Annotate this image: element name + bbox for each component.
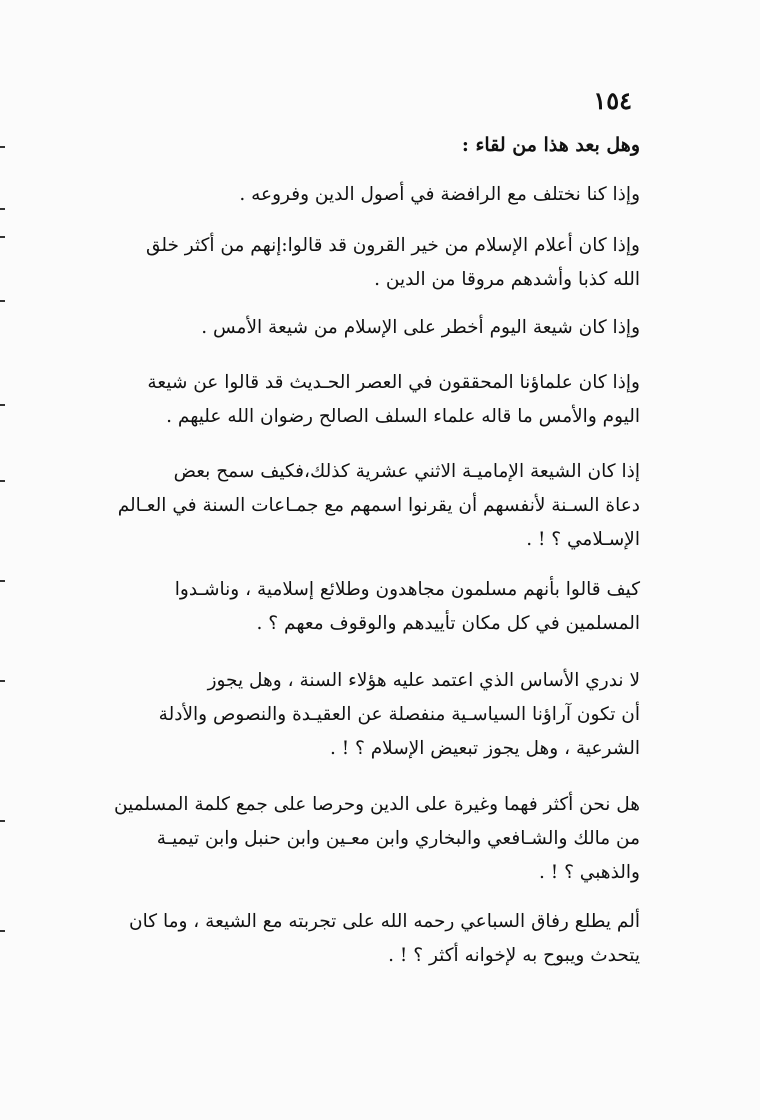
paragraph-line: اليوم والأمس ما قاله علماء السلف الصالح رضوان الله عليهم . [166, 406, 640, 427]
scan-margin-mark [0, 480, 5, 482]
paragraph-4 [100, 366, 640, 434]
paragraph-line: وإذا كنا نختلف مع الرافضة في أصول الدين وفروعه . [239, 184, 640, 205]
paragraph-7 [100, 664, 640, 766]
scan-margin-mark [0, 146, 5, 148]
paragraph-line: أن تكون آراؤنا السياسـية منفصلة عن العقيـدة والنصوص والأدلة [158, 704, 640, 725]
scan-margin-mark [0, 930, 5, 932]
paragraph-5 [100, 455, 640, 557]
paragraph-line: يتحدث ويبوح به لإخوانه أكثر ؟ ! . [388, 945, 640, 966]
paragraph-line: وإذا كان علماؤنا المحققون في العصر الحـديث قد قالوا عن شيعة [147, 372, 640, 393]
paragraph-2 [100, 229, 640, 297]
paragraph-line: والذهبي ؟ ! . [539, 862, 640, 883]
page-number: ١٥٤ [593, 86, 632, 115]
scan-margin-mark [0, 404, 5, 406]
paragraph-line: الله كذبا وأشدهم مروقا من الدين . [374, 269, 640, 290]
paragraph-line: ألم يطلع رفاق السباعي رحمه الله على تجربته مع الشيعة ، وما كان [129, 911, 640, 932]
paragraph-line: وإذا كان أعلام الإسلام من خير القرون قد قالوا:إنهم من أكثر خلق [145, 235, 640, 256]
paragraph-line: هل نحن أكثر فهما وغيرة على الدين وحرصا على جمع كلمة المسلمين [114, 794, 640, 815]
scan-margin-mark [0, 300, 5, 302]
section-heading: وهل بعد هذا من لقاء : [461, 134, 640, 156]
scan-margin-mark [0, 820, 5, 822]
paragraph-line: إذا كان الشيعة الإماميـة الاثني عشرية كذلك،فكيف سمح بعض [173, 461, 640, 482]
paragraph-1 [100, 178, 640, 212]
paragraph-line: الشرعية ، وهل يجوز تبعيض الإسلام ؟ ! . [329, 738, 640, 759]
scan-margin-mark [0, 580, 5, 582]
scan-margin-mark [0, 236, 5, 238]
paragraph-line: دعاة السـنة لأنفسهم أن يقرنوا اسمهم مع جمـاعات السنة في العـالم [117, 495, 640, 516]
paragraph-line: كيف قالوا بأنهم مسلمون مجاهدون وطلائع إسلامية ، وناشـدوا [174, 579, 640, 600]
paragraph-line: لا ندري الأساس الذي اعتمد عليه هؤلاء السنة ، وهل يجوز [207, 670, 640, 691]
paragraph-6 [100, 573, 640, 641]
paragraph-9 [100, 905, 640, 973]
paragraph-line: المسلمين في كل مكان تأييدهم والوقوف معهم ؟ . [256, 613, 640, 634]
paragraph-3 [100, 311, 640, 345]
scan-margin-mark [0, 208, 5, 210]
paragraph-line: وإذا كان شيعة اليوم أخطر على الإسلام من شيعة الأمس . [201, 317, 640, 338]
paragraph-line: الإسـلامي ؟ ! . [526, 529, 640, 550]
paragraph-8 [100, 788, 640, 890]
paragraph-line: من مالك والشـافعي والبخاري وابن معـين وابن حنبل وابن تيميـة [156, 828, 640, 849]
scan-margin-mark [0, 680, 5, 682]
